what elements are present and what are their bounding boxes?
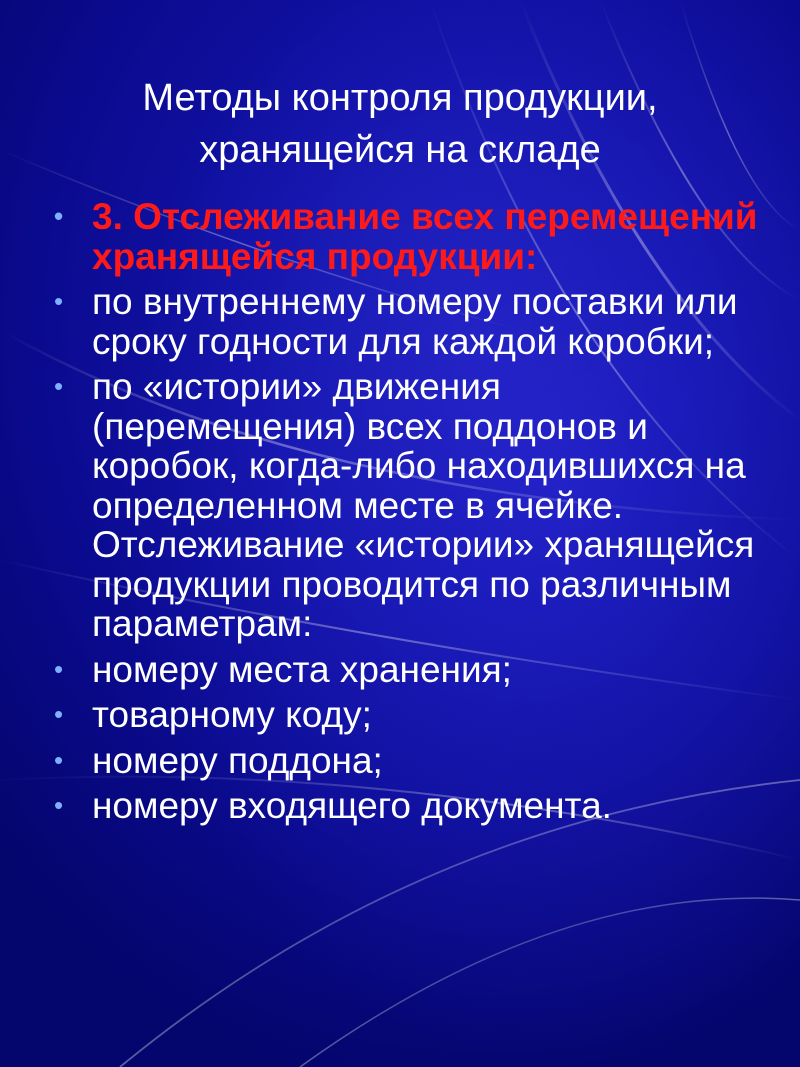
list-item bbox=[52, 367, 772, 644]
list-item bbox=[52, 741, 772, 781]
slide-title: Методы контроля продукции, хранящейся на складе bbox=[142, 77, 658, 171]
list-item-text: номеру места хранения; bbox=[92, 648, 512, 690]
bullet-icon: • bbox=[54, 286, 64, 316]
list-item bbox=[52, 282, 772, 361]
bullet-icon: • bbox=[54, 371, 64, 401]
list-item-text: номеру поддона; bbox=[92, 739, 383, 781]
bullet-icon: • bbox=[54, 744, 64, 775]
list-item-text: номеру входящего документа. bbox=[92, 785, 612, 826]
list-item bbox=[52, 695, 772, 735]
bullet-list bbox=[52, 197, 772, 832]
bullet-icon: • bbox=[54, 201, 64, 231]
bullet-icon: • bbox=[54, 790, 64, 820]
list-item-text: по «истории» движения (перемещения) всех поддонов и коробок, когда-либо находившихся на определенном месте в ячейке. Отслеживание «истории» хранящейся продукции проводится по различным параметрам: bbox=[92, 366, 755, 644]
list-item-text: товарному коду; bbox=[92, 694, 372, 735]
bullet-icon: • bbox=[54, 699, 64, 729]
list-item-text: 3. Отслеживание всех перемещений хранящейся продукции: bbox=[92, 196, 758, 277]
list-item bbox=[52, 786, 772, 826]
list-item-heading bbox=[52, 197, 772, 276]
list-item bbox=[52, 650, 772, 690]
list-item-text: по внутреннему номеру поставки или сроку годности для каждой коробки; bbox=[92, 281, 738, 362]
bullet-icon: • bbox=[54, 653, 64, 684]
